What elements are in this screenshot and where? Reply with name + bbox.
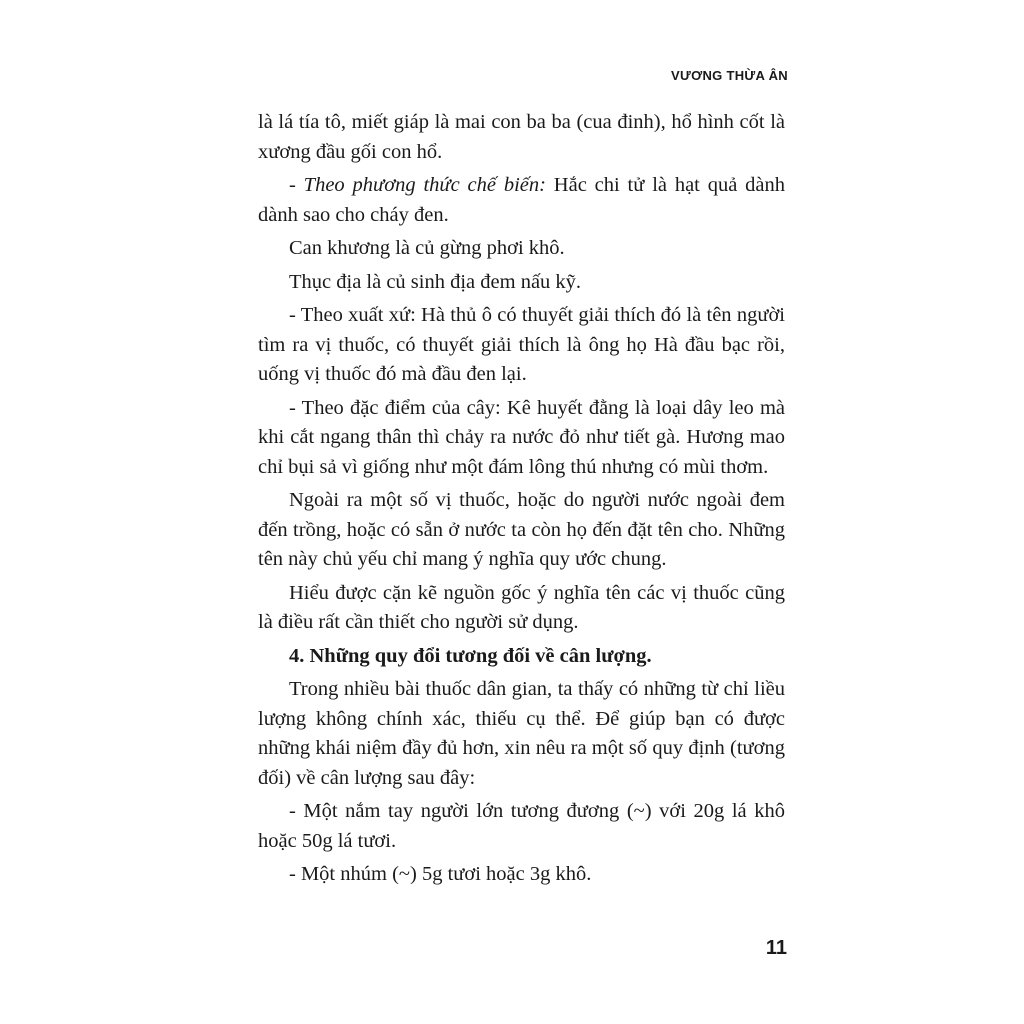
paragraph-label: - Theo phương thức chế biến: — [289, 174, 546, 196]
paragraph-text: Hắc chi tử là hạt quả dành dành sao cho cháy đen. — [258, 174, 786, 226]
body-text — [258, 108, 785, 894]
paragraph: - Theo đặc điểm của cây: Kê huyết đằng là loại dây leo mà khi cắt ngang thân thì chảy ra nước đỏ như tiết gà. Hương mao chỉ bụi sả vì giống như một đám lông thú nhưng có mùi thơm. — [258, 396, 785, 478]
paragraph: - Theo xuất xứ: Hà thủ ô có thuyết giải thích đó là tên người tìm ra vị thuốc, có thuyết giải thích là ông họ Hà đầu bạc rồi, uống vị thuốc đó mà đầu đen lại. — [258, 304, 785, 385]
paragraph: Thục địa là củ sinh địa đem nấu kỹ. — [289, 270, 582, 293]
running-head-title: VƯƠNG THỪA ÂN — [671, 68, 788, 83]
paragraph — [258, 171, 785, 230]
paragraph: - Một nắm tay người lớn tương đương (~) với 20g lá khô hoặc 50g lá tươi. — [258, 800, 785, 852]
section-heading: 4. Những quy đổi tương đối về cân lượng. — [289, 644, 652, 667]
paragraph: Can khương là củ gừng phơi khô. — [289, 237, 565, 259]
page-number: 11 — [765, 937, 787, 959]
paragraph: - Một nhúm (~) 5g tươi hoặc 3g khô. — [289, 863, 592, 885]
paragraph: Hiểu được cặn kẽ nguồn gốc ý nghĩa tên các vị thuốc cũng là điều rất cần thiết cho người sử dụng. — [258, 581, 785, 633]
paragraph: là lá tía tô, miết giáp là mai con ba ba (cua đinh), hổ hình cốt là xương đầu gối con hổ. — [258, 111, 785, 163]
paragraph: Trong nhiều bài thuốc dân gian, ta thấy có những từ chỉ liều lượng không chính xác, thiếu cụ thể. Để giúp bạn có được những khái niệm đầy đủ hơn, xin nêu ra một số quy định (tương đối) về cân lượng sau đây: — [258, 678, 785, 789]
paragraph: Ngoài ra một số vị thuốc, hoặc do người nước ngoài đem đến trồng, hoặc có sẵn ở nước ta còn họ đến đặt tên cho. Những tên này chủ yếu chỉ mang ý nghĩa quy ước chung. — [258, 489, 785, 570]
